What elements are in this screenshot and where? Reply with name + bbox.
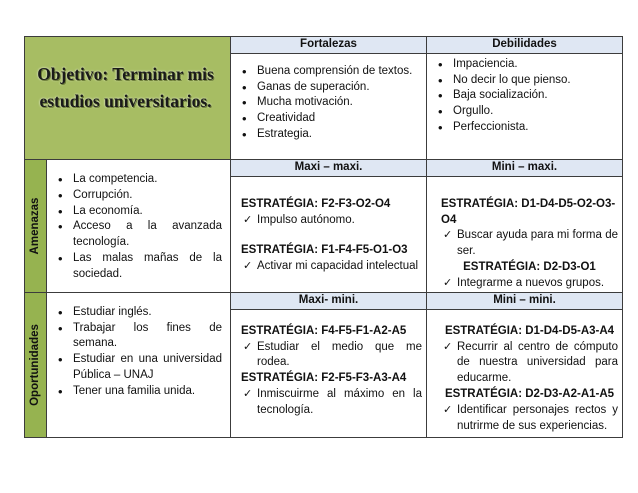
list-item: • Impaciencia. — [427, 57, 622, 73]
strategy-title: ESTRATÉGIA: D2-D3-A2-A1-A5 — [444, 387, 615, 400]
debilidades-cell — [427, 53, 623, 159]
oportunidades-label: Oportunidades — [28, 324, 41, 406]
header-fortalezas: Fortalezas — [231, 37, 427, 54]
strategy-title: ESTRATÉGIA: D2-D3-O1 — [463, 261, 596, 274]
strategy-title: ESTRATÉGIA: D1-D4-D5-A3-A4 — [444, 324, 615, 337]
list-item: • No decir lo que pienso. — [427, 73, 622, 89]
list-item: • Baja socialización. — [427, 88, 622, 104]
header-mini-maxi: Mini – maxi. — [427, 160, 623, 177]
strategy-item: ✓ Inmiscuirme al máximo en la tecnología. — [241, 387, 422, 419]
strategy-item: ✓ Impulso autónomo. — [241, 213, 422, 229]
list-item: • Trabajar los fines de semana. — [47, 321, 222, 353]
list-item: • Las malas mañas de la sociedad. — [47, 251, 222, 283]
amenazas-list — [47, 160, 230, 283]
debilidades-list — [427, 54, 622, 136]
mini-maxi-cell — [427, 176, 623, 292]
fortalezas-list — [231, 54, 426, 143]
oportunidades-list — [47, 293, 230, 400]
list-item: • Estudiar en una universidad Pública – UNAJ — [47, 352, 222, 384]
strategy-title: ESTRATÉGIA: D1-D4-D5-O2-O3-O4 — [441, 197, 616, 226]
maxi-maxi-cell — [231, 176, 427, 292]
strategy-item: ✓ Identificar personajes rectos y nutrirme de sus experiencias. — [441, 403, 618, 435]
maxi-mini-cell — [231, 309, 427, 437]
header-maxi-mini: Maxi- mini. — [231, 292, 427, 309]
strategy-item: ✓ Estudiar el medio que me rodea. — [241, 340, 422, 372]
list-item: • Corrupción. — [47, 188, 222, 204]
list-item: • Orgullo. — [427, 104, 622, 120]
list-item: • Ganas de superación. — [231, 80, 422, 96]
row-label-amenazas — [25, 160, 47, 293]
list-item: • Estudiar inglés. — [47, 305, 222, 321]
amenazas-label: Amenazas — [28, 197, 41, 255]
row-label-oportunidades — [25, 292, 47, 437]
strategy-item: ✓ Integrarme a nuevos grupos. — [441, 276, 618, 292]
list-item: • La competencia. — [47, 172, 222, 188]
objective-title: Objetivo: Terminar mis estudios universitarios. — [37, 64, 214, 111]
oportunidades-cell — [47, 292, 231, 437]
list-item: • La economía. — [47, 204, 222, 220]
foda-matrix — [24, 36, 623, 438]
strategy-item: ✓ Buscar ayuda para mi forma de ser. — [441, 228, 618, 260]
strategy-title: ESTRATÉGIA: F2-F5-F3-A3-A4 — [241, 372, 407, 385]
list-item: • Estrategia. — [231, 127, 422, 143]
list-item: • Acceso a la avanzada tecnología. — [47, 219, 222, 251]
list-item: • Perfeccionista. — [427, 120, 622, 136]
strategy-item: ✓ Activar mi capacidad intelectual — [241, 259, 422, 275]
strategy-item: ✓ Recurrir al centro de cómputo de nuestra universidad para educarme. — [441, 340, 618, 387]
list-item: • Tener una familia unida. — [47, 384, 222, 400]
strategy-title: ESTRATÉGIA: F2-F3-O2-O4 — [241, 197, 391, 210]
list-item: • Buena comprensión de textos. — [231, 64, 422, 80]
amenazas-cell — [47, 160, 231, 293]
fortalezas-cell — [231, 53, 427, 159]
header-mini-mini: Mini – mini. — [427, 292, 623, 309]
strategy-title: ESTRATÉGIA: F1-F4-F5-O1-O3 — [241, 244, 408, 257]
strategy-title: ESTRATÉGIA: F4-F5-F1-A2-A5 — [241, 324, 407, 337]
header-debilidades: Debilidades — [427, 37, 623, 54]
mini-mini-cell — [427, 309, 623, 437]
objective-cell — [25, 37, 231, 160]
list-item: • Mucha motivación. — [231, 95, 422, 111]
list-item: • Creatividad — [231, 111, 422, 127]
header-maxi-maxi: Maxi – maxi. — [231, 160, 427, 177]
